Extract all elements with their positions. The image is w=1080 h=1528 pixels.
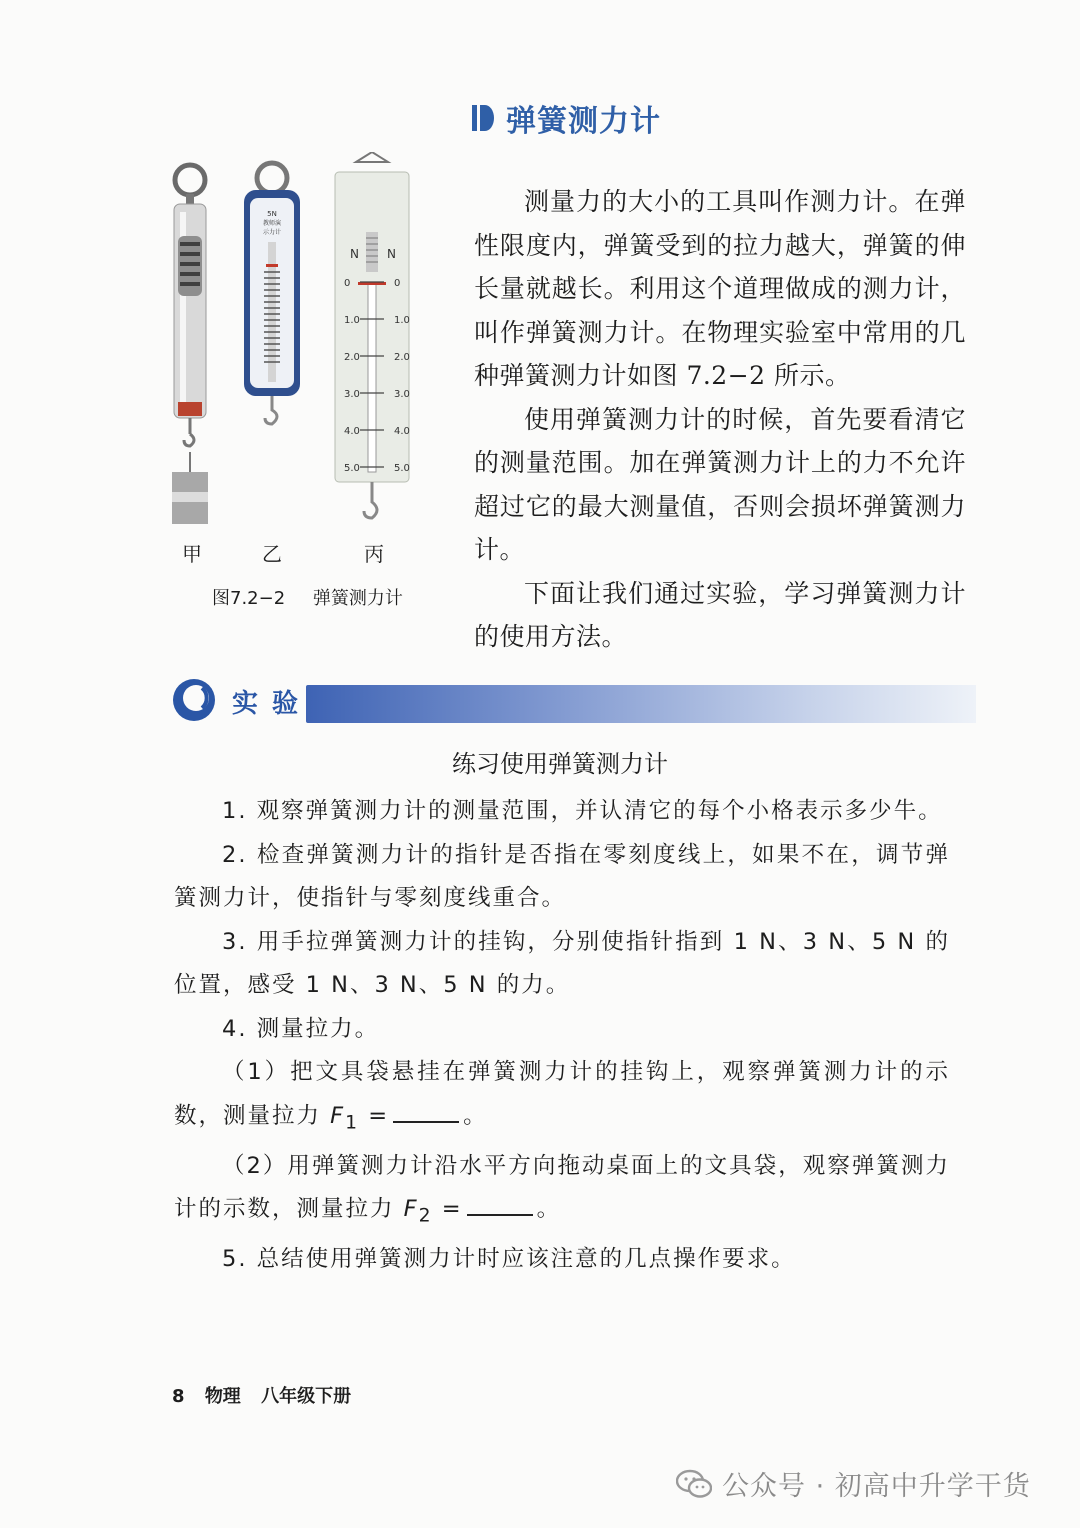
tick-label-left: 4.0 [344, 426, 360, 437]
intro-paragraph: 下面让我们通过实验，学习弹簧测力计的使用方法。 [474, 578, 966, 651]
footer-book: 八年级下册 [261, 1386, 352, 1407]
tick-label-left: 3.0 [344, 389, 360, 400]
intro-paragraph: 测量力的大小的工具叫作测力计。在弹性限度内，弹簧受到的拉力越大，弹簧的伸长量就越长。利用这个道理做成的测力计，叫作弹簧测力计。在物理实验室中常用的几种弹簧测力计如图 7.2−2 所示。 [474, 187, 966, 390]
tick-label-left: 0 [344, 278, 351, 289]
figure-label-b: 乙 [262, 542, 282, 566]
tick-label-right: 3.0 [394, 389, 410, 400]
tick-label-left: 1.0 [344, 315, 360, 326]
figure-caption-number: 图7.2−2 [212, 588, 286, 609]
scale-a-illustration [172, 165, 208, 524]
tick-label-right: 2.0 [394, 352, 410, 363]
svg-text:N: N [350, 247, 359, 261]
svg-text:教师演: 教师演 [262, 220, 282, 227]
tick-label-left: 2.0 [344, 352, 360, 363]
page-number: 8 [172, 1386, 185, 1407]
experiment-steps [174, 790, 950, 1282]
intro-paragraph: 使用弹簧测力计的时候，首先要看清它的测量范围。加在弹簧测力计上的力不允许超过它的最大测量值，否则会损坏弹簧测力计。 [474, 404, 966, 564]
section-marker-icon [472, 105, 494, 131]
step-item: 3. 用手拉弹簧测力计的挂钩，分别使指针指到 1 N、3 N、5 N 的位置，感受 1 N、3 N、5 N 的力。 [174, 928, 950, 998]
page-footer [172, 1382, 351, 1408]
force-index: 2 [418, 1205, 433, 1227]
experiment-subtitle: 练习使用弹簧测力计 [452, 750, 668, 778]
wechat-icon [676, 1469, 712, 1499]
experiment-icon [170, 676, 218, 724]
step-item: 2. 检查弹簧测力计的指针是否指在零刻度线上，如果不在，调节弹簧测力计，使指针与零刻度线重合。 [174, 841, 950, 911]
scale-b-illustration [244, 163, 300, 424]
intro-text [474, 180, 966, 659]
tick-label-right: 0 [394, 278, 401, 289]
tick-label-right: 1.0 [394, 315, 410, 326]
svg-text:5N: 5N [267, 210, 277, 218]
svg-text:示力计: 示力计 [262, 229, 282, 236]
tick-label-right: 4.0 [394, 426, 410, 437]
watermark-text: 公众号 · 初高中升学干货 [722, 1471, 1031, 1502]
answer-blank-2[interactable] [467, 1192, 533, 1216]
footer-subject: 物理 [204, 1386, 241, 1407]
force-variable: F [403, 1196, 419, 1222]
figure-caption-text: 弹簧测力计 [312, 588, 403, 609]
end-mark: 。 [536, 1196, 562, 1222]
equals-sign: = [441, 1196, 463, 1222]
svg-text:N: N [387, 247, 396, 261]
step-item-sub1 [174, 1051, 950, 1145]
force-index: 1 [345, 1112, 360, 1133]
section-title-text: 弹簧测力计 [506, 104, 661, 139]
sub1-text: （1）把文具袋悬挂在弹簧测力计的挂钩上，观察弹簧测力计的示数，测量拉力 [174, 1059, 950, 1129]
experiment-banner-bar [306, 685, 976, 723]
step-item-sub2 [174, 1145, 950, 1239]
section-title [472, 96, 661, 140]
step-item: 1. 观察弹簧测力计的测量范围，并认清它的每个小格表示多少牛。 [222, 798, 943, 824]
force-variable: F [330, 1102, 346, 1129]
tick-label-right: 5.0 [394, 463, 410, 474]
step-item: 5. 总结使用弹簧测力计时应该注意的几点操作要求。 [222, 1246, 796, 1272]
figure-label-a: 甲 [182, 542, 202, 566]
tick-label-left: 5.0 [344, 463, 360, 474]
spring-scales-figure [160, 152, 460, 532]
experiment-label: 实验 [232, 689, 313, 719]
end-mark: 。 [463, 1102, 488, 1129]
scale-c-illustration [335, 152, 410, 518]
watermark [676, 1464, 1031, 1503]
figure-caption [212, 584, 403, 610]
step-item: 4. 测量拉力。 [222, 1015, 380, 1042]
answer-blank-1[interactable] [393, 1099, 459, 1123]
sub2-text: （2）用弹簧测力计沿水平方向拖动桌面上的文具袋，观察弹簧测力计的示数，测量拉力 [174, 1152, 950, 1222]
equals-sign: = [368, 1102, 390, 1129]
figure-label-c: 丙 [364, 542, 384, 566]
